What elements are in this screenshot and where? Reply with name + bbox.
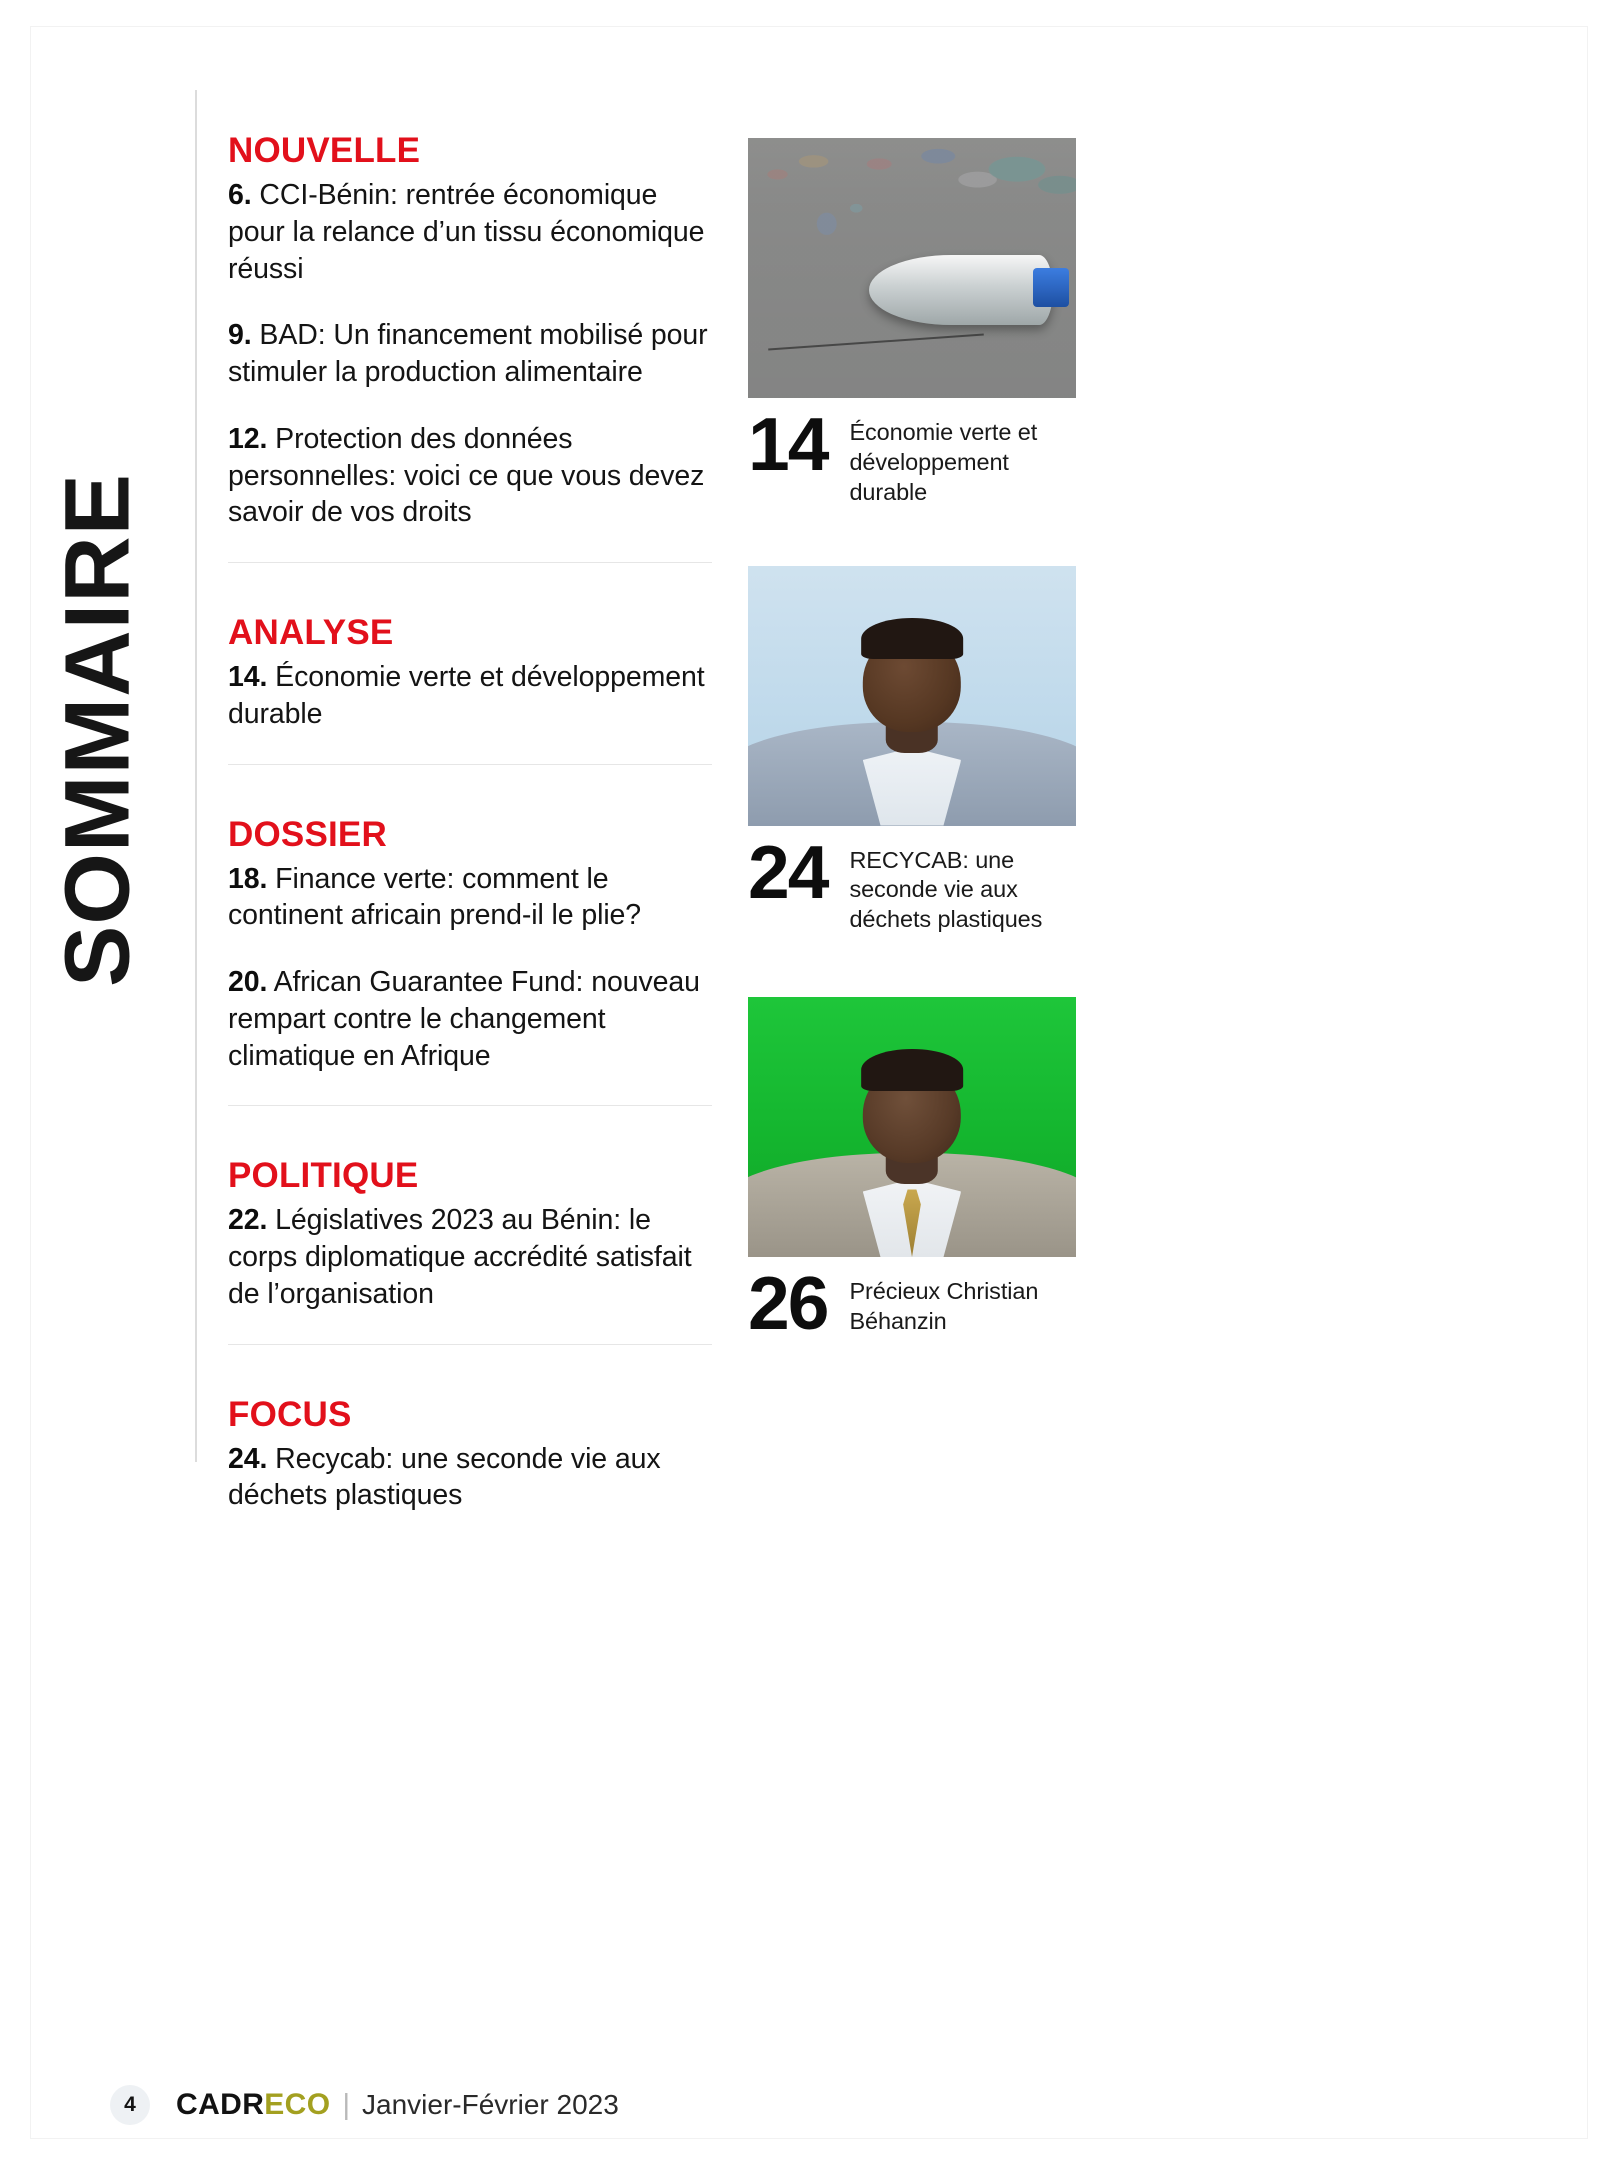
- toc-entry[interactable]: [228, 964, 712, 1074]
- toc-entry[interactable]: [228, 1202, 712, 1312]
- toc-entry-title: Recycab: une seconde vie aux déchets plastiques: [228, 1442, 661, 1512]
- toc-list: [228, 133, 712, 1514]
- toc-entry[interactable]: [228, 1441, 712, 1515]
- highlight-caption-row: [748, 829, 1076, 936]
- toc-entry-title: BAD: Un financement mobilisé pour stimuler la production alimentaire: [228, 319, 708, 388]
- toc-entry-number: 9.: [228, 319, 252, 352]
- highlight-page-number[interactable]: 24: [748, 829, 828, 914]
- highlight-item[interactable]: [748, 138, 1076, 508]
- toc-entry[interactable]: [228, 317, 712, 391]
- section-heading[interactable]: DOSSIER: [228, 814, 387, 854]
- section-dossier: [228, 814, 712, 1075]
- man-portrait-blue-background-photo[interactable]: [748, 566, 1076, 826]
- section-nouvelle: [228, 133, 712, 531]
- toc-entry-title: Économie verte et développement durable: [228, 661, 705, 730]
- toc-entry-title: African Guarantee Fund: nouveau rempart contre le changement climatique en Afrique: [228, 966, 700, 1072]
- section-heading[interactable]: FOCUS: [228, 1394, 352, 1434]
- highlights-column: [748, 138, 1076, 1347]
- plastic-bottle-litter-photo[interactable]: [748, 138, 1076, 398]
- section-heading[interactable]: POLITIQUE: [228, 1156, 419, 1196]
- toc-entry-title: CCI-Bénin: rentrée économique pour la relance d’un tissu économique réussi: [228, 179, 705, 285]
- toc-entry[interactable]: [228, 861, 712, 935]
- vertical-divider: [195, 90, 197, 1462]
- section-focus: [228, 1394, 712, 1515]
- highlight-item[interactable]: [748, 566, 1076, 936]
- toc-entry-number: 12.: [228, 422, 268, 455]
- toc-entry-number: 14.: [228, 661, 268, 693]
- highlight-caption-row: [748, 1261, 1076, 1346]
- highlight-caption: RECYCAB: une seconde vie aux déchets plastiques: [849, 846, 1043, 933]
- toc-entry-number: 24.: [228, 1442, 268, 1475]
- toc-entry-title: Finance verte: comment le continent africain prend-il le plie?: [228, 862, 642, 932]
- highlight-caption: Précieux Christian Béhanzin: [849, 1278, 1039, 1334]
- toc-entry[interactable]: [228, 177, 712, 287]
- brand-logo: [176, 2088, 330, 2122]
- toc-entry-number: 20.: [228, 966, 268, 998]
- section-politique: [228, 1158, 712, 1312]
- toc-entry-number: 22.: [228, 1204, 268, 1237]
- footer-issue-date: Janvier-Février 2023: [362, 2089, 619, 2120]
- section-divider: [228, 764, 712, 765]
- section-analyse: [228, 615, 712, 733]
- section-heading[interactable]: ANALYSE: [228, 613, 394, 652]
- section-divider: [228, 1344, 712, 1345]
- highlight-caption-row: [748, 402, 1076, 508]
- section-divider: [228, 562, 712, 563]
- highlight-page-number[interactable]: 26: [748, 1261, 828, 1346]
- page-title: SOMMAIRE: [46, 473, 149, 987]
- toc-entry-title: Protection des données personnelles: voici ce que vous devez savoir de vos droits: [228, 422, 705, 529]
- toc-entry[interactable]: [228, 421, 712, 531]
- highlight-item[interactable]: [748, 997, 1076, 1346]
- brand-name-first: CADR: [176, 2088, 265, 2121]
- highlight-caption: Économie verte et développement durable: [849, 419, 1038, 505]
- footer-separator: |: [342, 2088, 351, 2121]
- footer-page-number: 4: [110, 2085, 150, 2125]
- section-divider: [228, 1105, 712, 1106]
- highlight-page-number[interactable]: 14: [748, 402, 828, 486]
- toc-entry-number: 6.: [228, 179, 252, 211]
- page-footer: [110, 2085, 619, 2125]
- section-heading[interactable]: NOUVELLE: [228, 131, 421, 170]
- man-portrait-green-background-photo[interactable]: [748, 997, 1076, 1257]
- sommaire-title-area: [0, 0, 196, 1460]
- toc-entry-number: 18.: [228, 862, 268, 895]
- brand-name-second: ECO: [264, 2088, 331, 2121]
- toc-entry[interactable]: [228, 659, 712, 733]
- toc-entry-title: Législatives 2023 au Bénin: le corps diplomatique accrédité satisfait de l’organisation: [228, 1204, 692, 1310]
